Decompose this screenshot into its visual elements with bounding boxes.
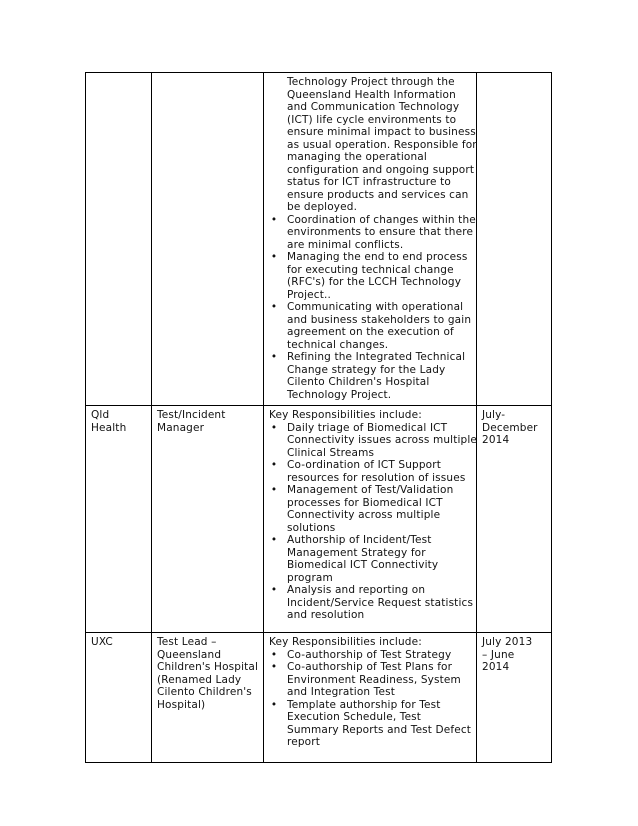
list-item-line: technical changes.: [287, 338, 389, 351]
list-item-line: Management Strategy for: [287, 546, 426, 559]
list-item-line: and business stakeholders to gain: [287, 313, 472, 326]
list-item: [269, 534, 471, 584]
cell-text-line: (Renamed Lady: [157, 673, 242, 686]
list-item-line: Authorship of Incident/Test: [287, 534, 432, 546]
continued-text-line: (ICT) life cycle environments to: [287, 113, 457, 126]
cell-text-line: Health: [91, 421, 127, 434]
list-item: [269, 649, 471, 662]
table-row: [86, 73, 552, 406]
continued-text-line: Queensland Health Information: [287, 88, 456, 101]
cell-text-line: Children's Hospital: [157, 661, 259, 673]
list-item-line: Co-authorship of Test Plans for: [287, 661, 453, 673]
bullet-icon: •: [270, 459, 278, 471]
cell-text-line: Cilento Children's: [157, 686, 252, 698]
bullet-icon: •: [270, 648, 278, 661]
list-item-line: (RFC's) for the LCCH Technology: [287, 276, 462, 288]
table-row: [86, 406, 552, 633]
list-item: [269, 421, 478, 460]
period-cell: [477, 73, 552, 406]
bullet-icon: •: [270, 484, 278, 496]
continued-text-line: status for ICT infrastructure to: [287, 176, 451, 188]
responsibility-list: [269, 213, 476, 402]
experience-table: [85, 72, 552, 763]
experience-table-body: [86, 73, 552, 763]
organisation-cell: [86, 406, 152, 633]
list-item-line: report: [287, 736, 320, 748]
list-item-line: Cilento Children's Hospital: [287, 376, 430, 388]
list-item: [269, 459, 471, 484]
cell-text-line: Qld: [91, 409, 110, 421]
organisation-cell: [86, 633, 152, 763]
responsibility-list: [269, 649, 471, 749]
responsibilities-heading: Key Responsibilities include:: [269, 636, 422, 648]
responsibilities-cell: [264, 73, 477, 406]
cell-text-line: 2014: [482, 434, 510, 446]
list-item-line: program: [287, 571, 333, 584]
list-item-line: Analysis and reporting on: [287, 584, 426, 596]
list-item-line: Clinical Streams: [287, 446, 375, 459]
list-item-line: Summary Reports and Test Defect: [287, 723, 472, 736]
organisation-cell: [86, 73, 152, 406]
bullet-icon: •: [270, 213, 278, 226]
responsibilities-cell: [264, 633, 477, 763]
cell-text-line: – June: [482, 648, 515, 661]
list-item-line: environments to ensure that there: [287, 226, 474, 238]
role-cell: [152, 406, 264, 633]
responsibility-list: [269, 421, 478, 622]
bullet-icon: •: [270, 301, 278, 313]
bullet-icon: •: [270, 534, 278, 546]
role-cell: [152, 73, 264, 406]
list-item-line: Managing the end to end process: [287, 251, 468, 263]
bullet-icon: •: [270, 251, 278, 263]
list-item-line: Execution Schedule, Test: [287, 711, 422, 723]
list-item-line: and resolution: [287, 609, 365, 621]
list-item-line: for executing technical change: [287, 263, 454, 276]
list-item-line: Connectivity issues across multiple: [287, 434, 478, 446]
continued-text-line: managing the operational: [287, 151, 427, 163]
responsibilities-cell: [264, 406, 477, 633]
list-item-line: Coordination of changes within the: [287, 213, 476, 226]
list-item: [269, 213, 476, 252]
list-item-line: Template authorship for Test: [287, 698, 441, 711]
cell-text-line: 2014: [482, 661, 510, 673]
cell-text-line: July-: [482, 409, 506, 421]
continued-text-line: configuration and ongoing support: [287, 163, 475, 176]
list-item: [269, 484, 471, 534]
list-item-line: Refining the Integrated Technical: [287, 351, 466, 363]
continued-text-line: ensure minimal impact to business: [287, 126, 476, 138]
cell-text-line: Manager: [157, 421, 205, 434]
continued-text-line: Technology Project through the: [287, 76, 455, 88]
list-item-line: Communicating with operational: [287, 301, 464, 313]
list-item-line: Co-authorship of Test Strategy: [287, 648, 452, 661]
list-item-line: are minimal conflicts.: [287, 238, 404, 251]
list-item-line: Connectivity across multiple: [287, 509, 441, 521]
list-item: [269, 699, 471, 749]
list-item: [269, 351, 471, 401]
list-item-line: Technology Project.: [287, 388, 392, 401]
continued-text-line: as usual operation. Responsible for: [287, 138, 477, 151]
list-item-line: and Integration Test: [287, 686, 395, 698]
list-item-line: Co-ordination of ICT Support: [287, 459, 441, 471]
list-item-line: agreement on the execution of: [287, 326, 454, 338]
continued-text-line: ensure products and services can: [287, 188, 469, 201]
cell-text-line: July 2013: [482, 636, 533, 648]
list-item-line: Daily triage of Biomedical ICT: [287, 421, 448, 434]
list-item-line: Biomedical ICT Connectivity: [287, 559, 439, 571]
list-item: [269, 251, 471, 301]
list-item-line: Management of Test/Validation: [287, 484, 454, 496]
list-item: [269, 661, 471, 699]
list-item-line: Change strategy for the Lady: [287, 363, 446, 376]
list-item: [269, 301, 471, 351]
continued-text-line: and Communication Technology: [287, 101, 460, 113]
list-item-line: processes for Biomedical ICT: [287, 496, 443, 509]
cell-text-line: UXC: [91, 636, 113, 648]
cell-text-line: Test Lead –: [157, 636, 217, 648]
bullet-icon: •: [270, 661, 278, 673]
continued-text: [269, 76, 477, 214]
period-cell: [477, 406, 552, 633]
list-item-line: Incident/Service Request statistics: [287, 596, 474, 609]
cell-text-line: Queensland: [157, 648, 222, 661]
list-item-line: resources for resolution of issues: [287, 471, 466, 484]
continued-text-line: be deployed.: [287, 201, 358, 213]
bullet-icon: •: [270, 351, 278, 363]
period-cell: [477, 633, 552, 763]
table-row: [86, 633, 552, 763]
responsibilities-heading: Key Responsibilities include:: [269, 409, 422, 421]
list-item: [269, 584, 474, 622]
cell-text-line: Test/Incident: [157, 409, 226, 421]
cell-text-line: December: [482, 421, 538, 434]
cell-text-line: Hospital): [157, 698, 206, 711]
list-item-line: Project..: [287, 288, 331, 301]
bullet-icon: •: [270, 584, 278, 596]
list-item-line: Environment Readiness, System: [287, 673, 461, 686]
role-cell: [152, 633, 264, 763]
bullet-icon: •: [270, 421, 278, 434]
list-item-line: solutions: [287, 521, 336, 534]
bullet-icon: •: [270, 698, 278, 711]
